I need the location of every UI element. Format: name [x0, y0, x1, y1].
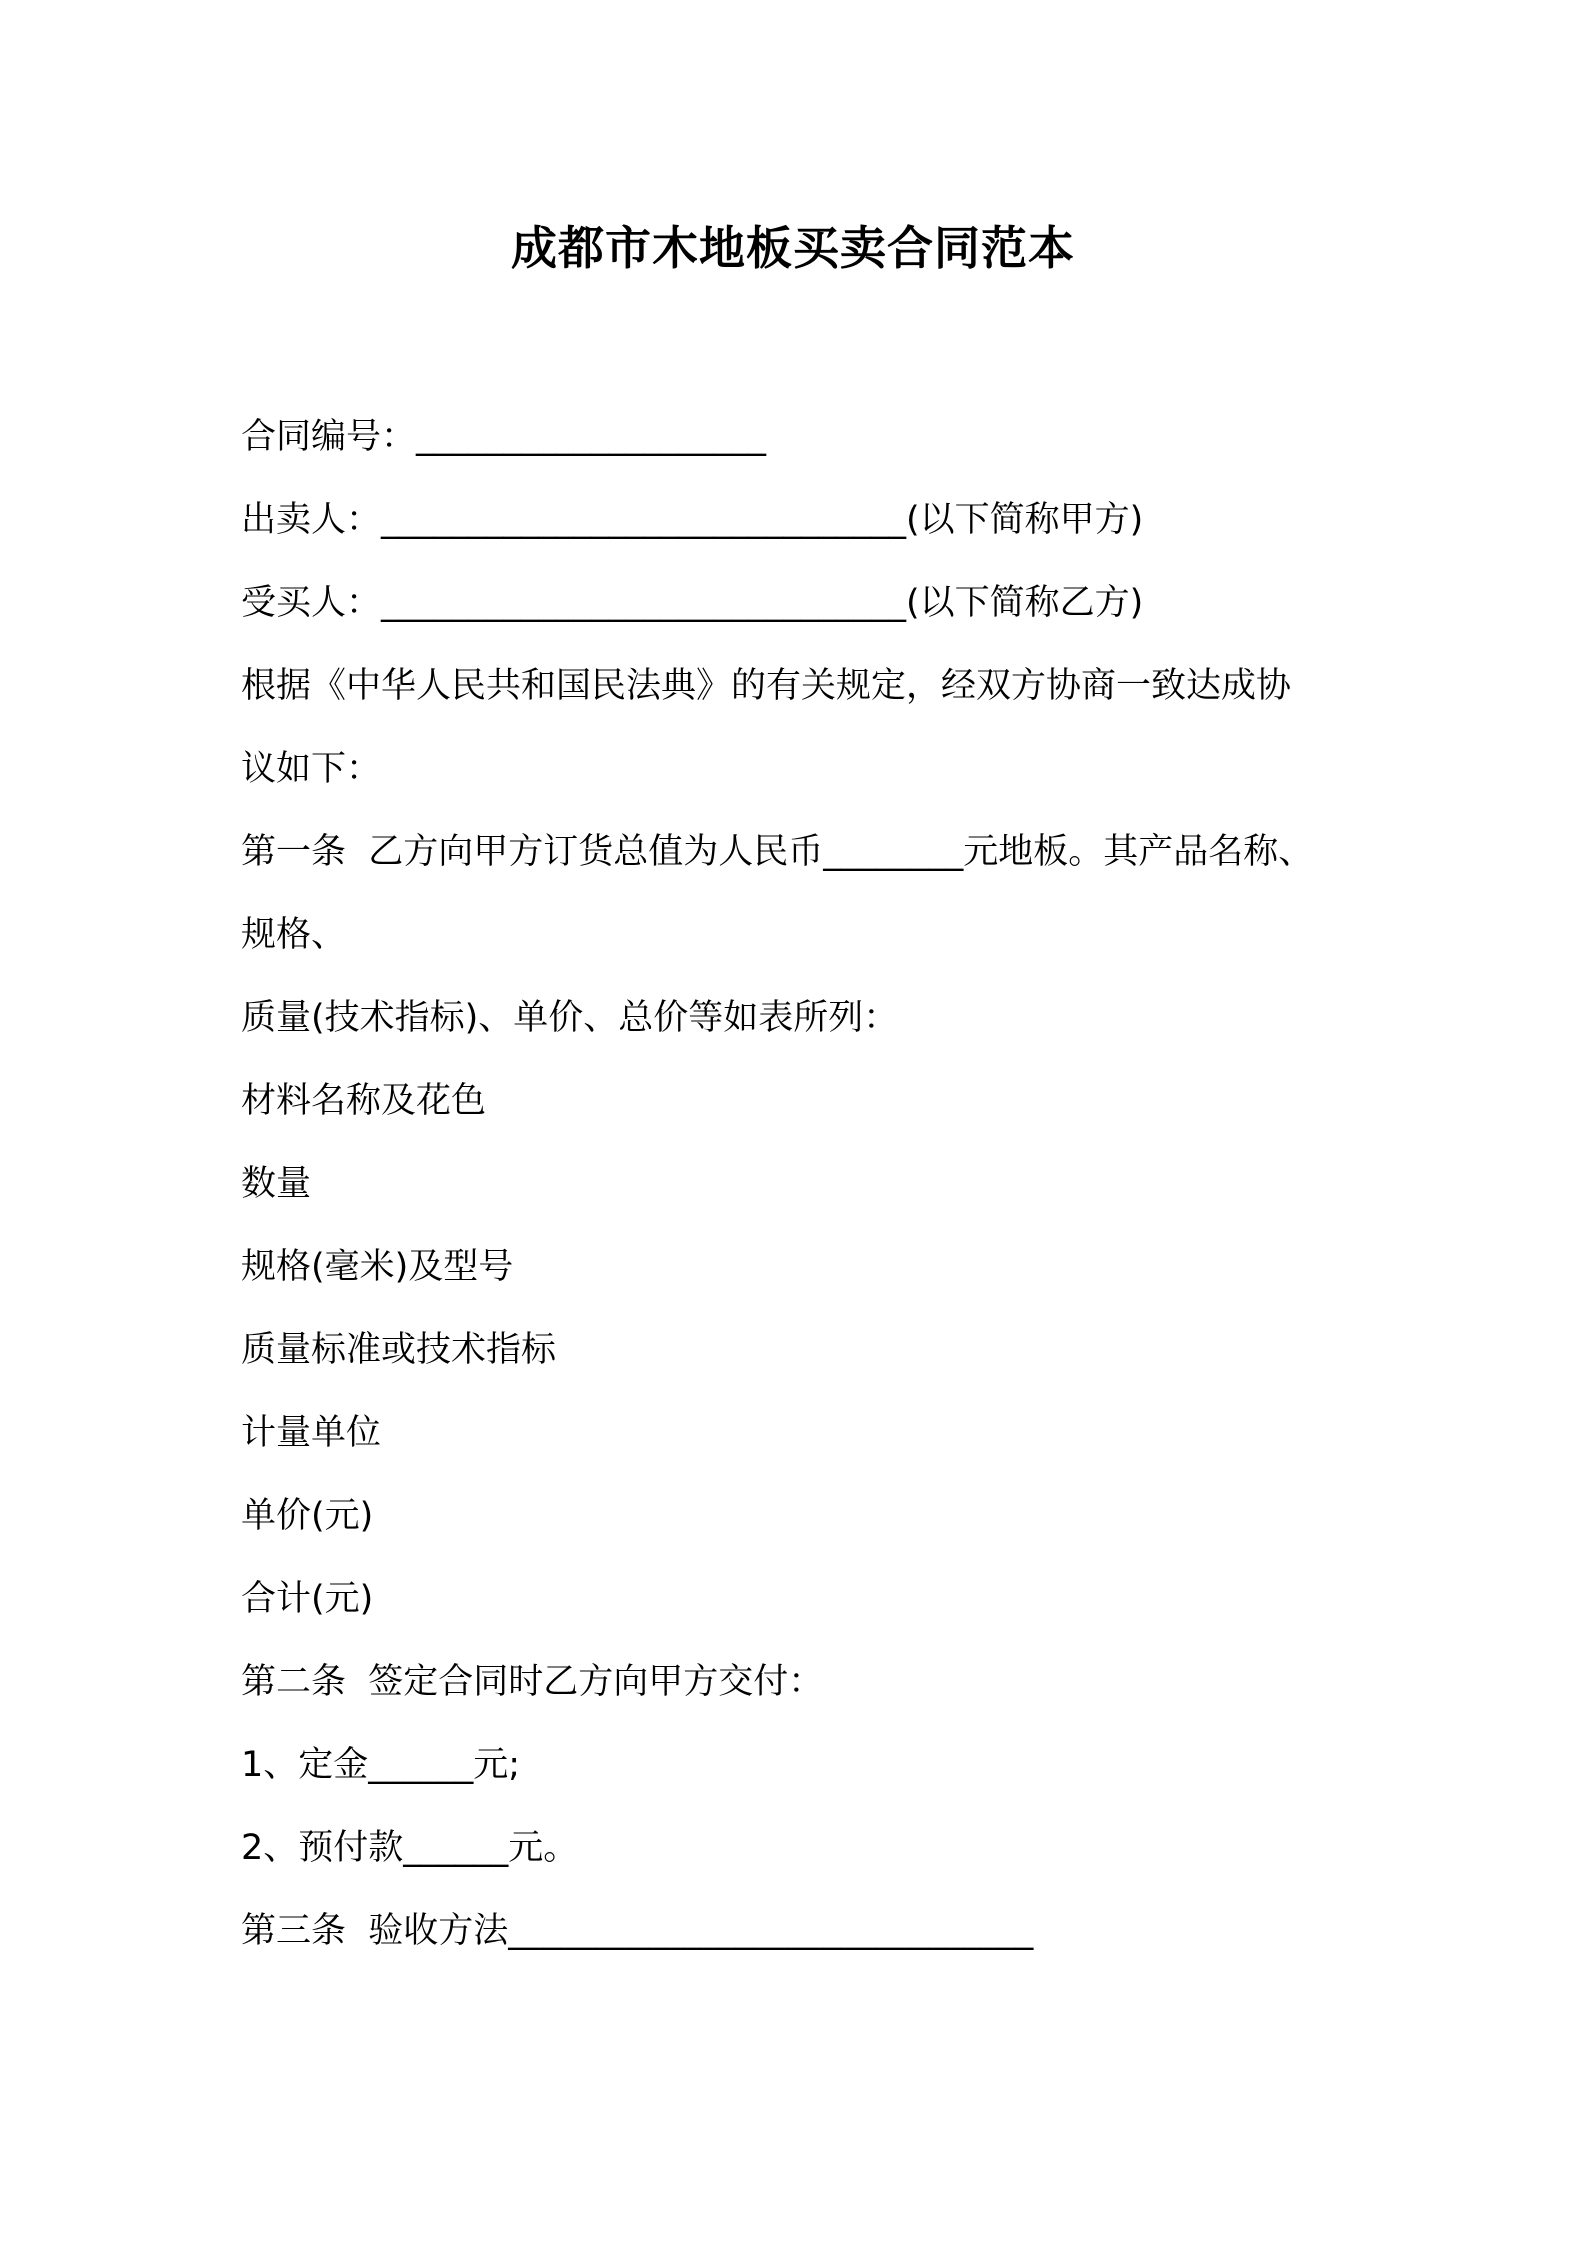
buyer-line: 受买人：______________________________(以下简称乙方) [241, 583, 1144, 623]
table-field-spec: 规格(毫米)及型号 [241, 1247, 514, 1287]
preamble-line-1: 根据《中华人民共和国民法典》的有关规定，经双方协商一致达成协 [241, 666, 1292, 706]
preamble-line-2: 议如下： [241, 749, 382, 789]
article-2-line: 第二条 签定合同时乙方向甲方交付： [241, 1662, 824, 1702]
article-1-line-1: 第一条 乙方向甲方订货总值为人民币________元地板。其产品名称、 [241, 832, 1314, 872]
prepayment-line: 2、预付款______元。 [241, 1828, 579, 1868]
article-1-line-3: 质量(技术指标)、单价、总价等如表所列： [241, 998, 899, 1038]
deposit-line: 1、定金______元; [241, 1745, 521, 1785]
table-field-quality: 质量标准或技术指标 [241, 1330, 557, 1370]
article-3-line: 第三条 验收方法______________________________ [241, 1911, 1034, 1951]
document-title: 成都市木地板买卖合同范本 [511, 221, 1075, 275]
seller-line: 出卖人：______________________________(以下简称甲方) [241, 500, 1144, 540]
contract-number-line: 合同编号：____________________ [241, 417, 767, 457]
table-field-total: 合计(元) [241, 1579, 374, 1619]
table-field-material: 材料名称及花色 [241, 1081, 487, 1121]
article-1-line-2: 规格、 [241, 915, 347, 955]
table-field-unit-price: 单价(元) [241, 1496, 374, 1536]
table-field-unit: 计量单位 [241, 1413, 382, 1453]
table-field-quantity: 数量 [241, 1164, 312, 1204]
